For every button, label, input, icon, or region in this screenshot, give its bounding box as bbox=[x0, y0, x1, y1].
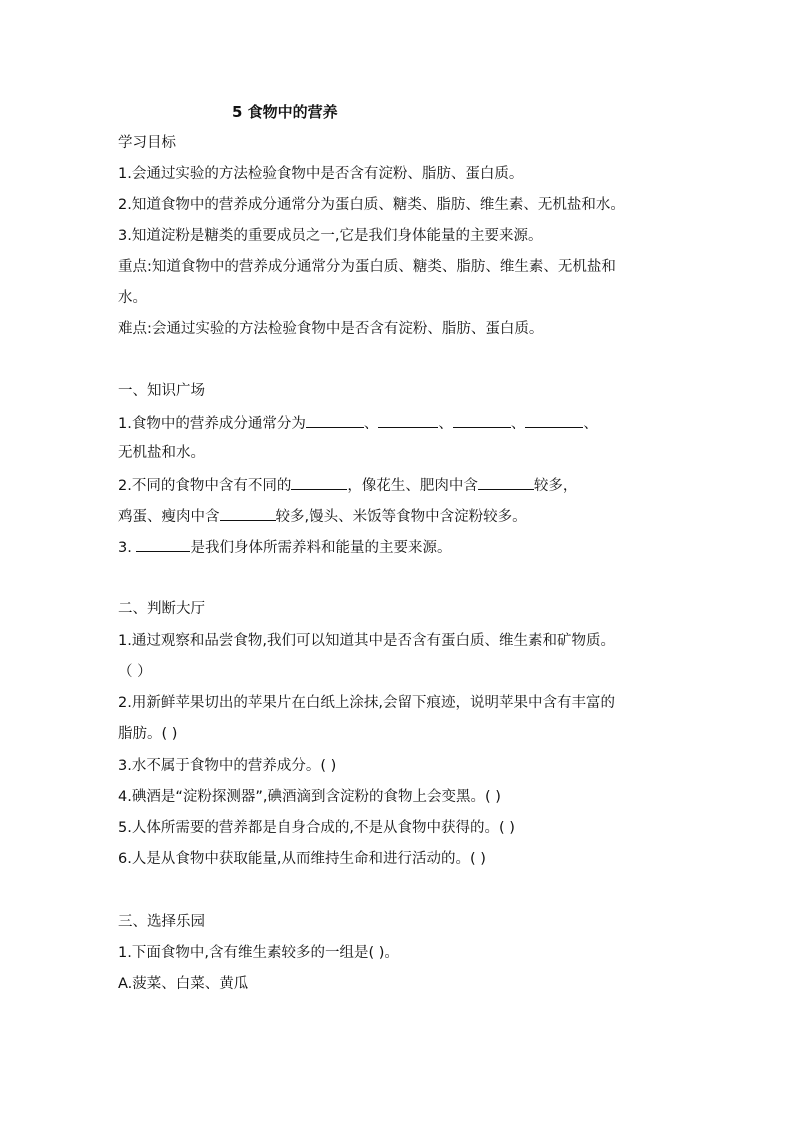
key-point-line1: 重点:知道食物中的营养成分通常分为蛋白质、糖类、脂肪、维生素、无机盐和 bbox=[118, 259, 616, 275]
judgment-item: 5.人体所需要的营养都是自身合成的,不是从食物中获得的。( ) bbox=[118, 820, 515, 836]
section1-question-1-line2: 无机盐和水。 bbox=[118, 445, 205, 461]
objective-item: 3.知道淀粉是糖类的重要成员之一,它是我们身体能量的主要来源。 bbox=[118, 228, 543, 244]
answer-blank[interactable] bbox=[291, 474, 347, 490]
q3-prefix: 3. bbox=[118, 540, 137, 556]
section1-question-2 bbox=[118, 474, 577, 496]
separator: 、 bbox=[363, 416, 379, 432]
judgment-item: 脂肪。( ) bbox=[118, 726, 178, 742]
page-title: 5 食物中的营养 bbox=[232, 103, 338, 121]
objective-item: 2.知道食物中的营养成分通常分为蛋白质、糖类、脂肪、维生素、无机盐和水。 bbox=[118, 197, 625, 213]
section1-question-2-line2 bbox=[118, 505, 527, 527]
choice-question: 1.下面食物中,含有维生素较多的一组是( )。 bbox=[118, 945, 399, 961]
q2-end: 较多， bbox=[533, 478, 578, 494]
separator: 、 bbox=[438, 416, 453, 432]
separator: 、 bbox=[510, 416, 526, 432]
q2-prefix: 2.不同的食物中含有不同的 bbox=[118, 478, 292, 494]
section2-heading: 二、判断大厅 bbox=[118, 601, 205, 617]
answer-blank[interactable] bbox=[306, 412, 364, 428]
answer-blank[interactable] bbox=[453, 412, 511, 428]
difficulty-point: 难点:会通过实验的方法检验食物中是否含有淀粉、脂肪、蛋白质。 bbox=[118, 321, 544, 337]
choice-option: A.菠菜、白菜、黄瓜 bbox=[118, 976, 249, 992]
answer-blank[interactable] bbox=[525, 412, 583, 428]
separator: 、 bbox=[583, 416, 598, 432]
judgment-item: 3.水不属于食物中的营养成分。( ) bbox=[118, 758, 337, 774]
answer-blank[interactable] bbox=[478, 474, 534, 490]
q2-line2-end: 较多,馒头、米饭等食物中含淀粉较多。 bbox=[275, 509, 527, 525]
objectives-heading: 学习目标 bbox=[118, 135, 176, 151]
judgment-item: 2.用新鲜苹果切出的苹果片在白纸上涂抹,会留下痕迹，说明苹果中含有丰富的 bbox=[118, 695, 615, 711]
key-point-line2: 水。 bbox=[118, 290, 147, 306]
section1-heading: 一、知识广场 bbox=[118, 383, 205, 399]
q3-end: 是我们身体所需养料和能量的主要来源。 bbox=[190, 540, 452, 556]
q2-line2-prefix: 鸡蛋、瘦肉中含 bbox=[118, 509, 220, 525]
section3-heading: 三、选择乐园 bbox=[118, 914, 205, 930]
section1-question-3 bbox=[118, 536, 451, 558]
judgment-item: 1.通过观察和品尝食物,我们可以知道其中是否含有蛋白质、维生素和矿物质。 bbox=[118, 633, 615, 649]
judgment-item: （ ） bbox=[118, 664, 152, 680]
judgment-item: 4.碘酒是“淀粉探测器”,碘酒滴到含淀粉的食物上会变黑。( ) bbox=[118, 789, 501, 805]
judgment-item: 6.人是从食物中获取能量,从而维持生命和进行活动的。( ) bbox=[118, 851, 486, 867]
answer-blank[interactable] bbox=[136, 536, 190, 552]
q2-mid: ，像花生、肥肉中含 bbox=[347, 478, 478, 494]
section1-question-1 bbox=[118, 412, 598, 434]
answer-blank[interactable] bbox=[378, 412, 438, 428]
objective-item: 1.会通过实验的方法检验食物中是否含有淀粉、脂肪、蛋白质。 bbox=[118, 166, 524, 182]
answer-blank[interactable] bbox=[220, 505, 276, 521]
q1-prefix: 1.食物中的营养成分通常分为 bbox=[118, 416, 306, 432]
